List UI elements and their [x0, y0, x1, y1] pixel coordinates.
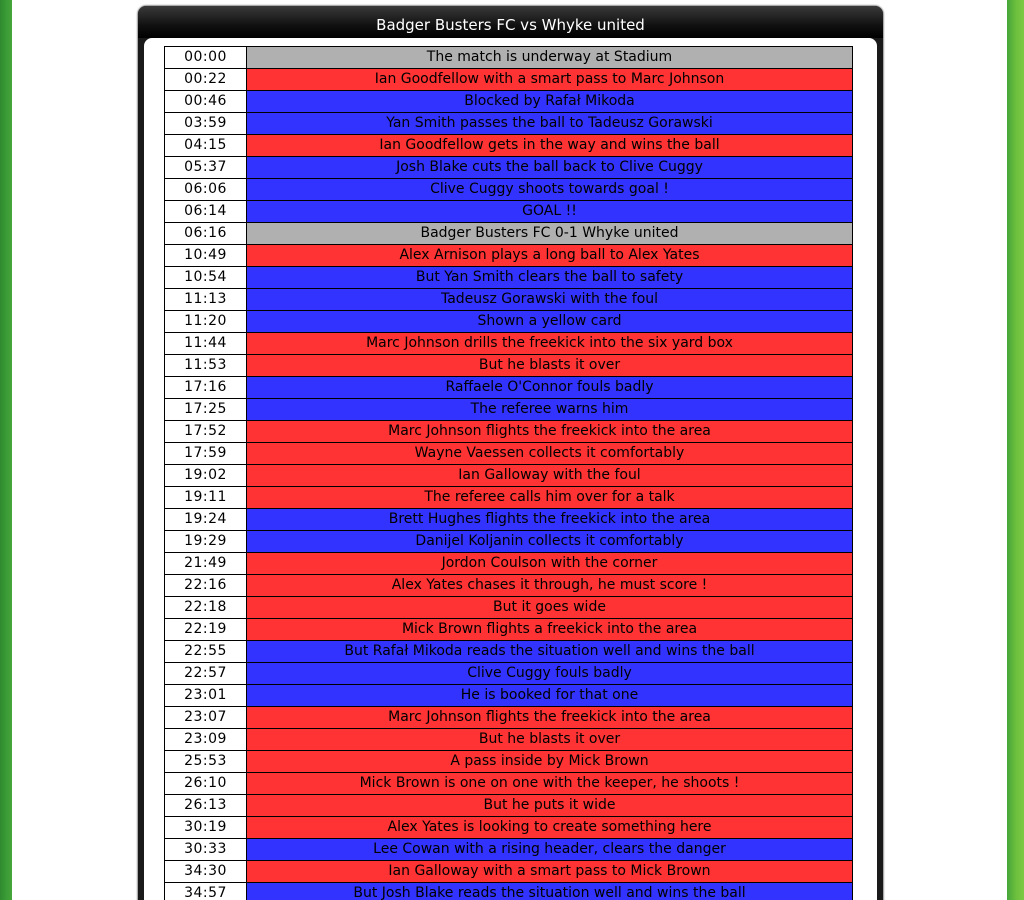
event-row-away — [165, 399, 853, 421]
event-text: Josh Blake cuts the ball back to Clive Cuggy — [247, 157, 853, 179]
event-text: Yan Smith passes the ball to Tadeusz Gorawski — [247, 113, 853, 135]
event-time: 25:53 — [165, 751, 247, 773]
event-row-home — [165, 245, 853, 267]
event-text: Marc Johnson flights the freekick into the area — [247, 707, 853, 729]
event-row-home — [165, 553, 853, 575]
event-row-home — [165, 729, 853, 751]
event-time: 23:07 — [165, 707, 247, 729]
event-time: 22:57 — [165, 663, 247, 685]
event-time: 00:00 — [165, 47, 247, 69]
event-row-home — [165, 619, 853, 641]
event-time: 23:09 — [165, 729, 247, 751]
event-time: 34:57 — [165, 883, 247, 900]
event-time: 22:18 — [165, 597, 247, 619]
event-time: 19:24 — [165, 509, 247, 531]
event-text: The referee calls him over for a talk — [247, 487, 853, 509]
event-text: Marc Johnson drills the freekick into the six yard box — [247, 333, 853, 355]
event-text: But he puts it wide — [247, 795, 853, 817]
event-row-home — [165, 135, 853, 157]
event-time: 10:54 — [165, 267, 247, 289]
event-row-home — [165, 773, 853, 795]
event-time: 11:13 — [165, 289, 247, 311]
event-text: Clive Cuggy shoots towards goal ! — [247, 179, 853, 201]
event-text: Badger Busters FC 0-1 Whyke united — [247, 223, 853, 245]
event-row-away — [165, 509, 853, 531]
event-time: 00:22 — [165, 69, 247, 91]
event-text: Lee Cowan with a rising header, clears the danger — [247, 839, 853, 861]
match-commentary-panel — [138, 6, 883, 900]
event-time: 00:46 — [165, 91, 247, 113]
event-row-home — [165, 817, 853, 839]
commentary-rows — [165, 47, 853, 900]
event-row-away — [165, 839, 853, 861]
event-row-home — [165, 751, 853, 773]
event-time: 19:02 — [165, 465, 247, 487]
event-text: Alex Arnison plays a long ball to Alex Yates — [247, 245, 853, 267]
event-text: Marc Johnson flights the freekick into the area — [247, 421, 853, 443]
event-text: Jordon Coulson with the corner — [247, 553, 853, 575]
event-row-away — [165, 91, 853, 113]
event-time: 04:15 — [165, 135, 247, 157]
event-text: But Yan Smith clears the ball to safety — [247, 267, 853, 289]
event-time: 11:44 — [165, 333, 247, 355]
event-text: But he blasts it over — [247, 729, 853, 751]
event-text: But it goes wide — [247, 597, 853, 619]
event-text: Blocked by Rafał Mikoda — [247, 91, 853, 113]
event-row-home — [165, 69, 853, 91]
event-text: But Rafał Mikoda reads the situation well and wins the ball — [247, 641, 853, 663]
event-text: Ian Goodfellow gets in the way and wins the ball — [247, 135, 853, 157]
event-time: 17:52 — [165, 421, 247, 443]
event-time: 21:49 — [165, 553, 247, 575]
event-time: 26:10 — [165, 773, 247, 795]
event-time: 11:53 — [165, 355, 247, 377]
event-row-home — [165, 575, 853, 597]
commentary-table — [164, 46, 853, 900]
event-time: 30:33 — [165, 839, 247, 861]
event-row-neutral — [165, 223, 853, 245]
event-text: He is booked for that one — [247, 685, 853, 707]
event-row-away — [165, 883, 853, 900]
event-row-home — [165, 465, 853, 487]
event-text: The match is underway at Stadium — [247, 47, 853, 69]
event-row-away — [165, 267, 853, 289]
event-text: Ian Galloway with a smart pass to Mick Brown — [247, 861, 853, 883]
event-row-away — [165, 289, 853, 311]
commentary-body — [144, 38, 877, 900]
event-row-home — [165, 443, 853, 465]
event-text: Wayne Vaessen collects it comfortably — [247, 443, 853, 465]
event-text: Ian Goodfellow with a smart pass to Marc Johnson — [247, 69, 853, 91]
event-time: 17:16 — [165, 377, 247, 399]
event-time: 22:55 — [165, 641, 247, 663]
event-row-away — [165, 179, 853, 201]
event-text: The referee warns him — [247, 399, 853, 421]
event-time: 17:25 — [165, 399, 247, 421]
event-time: 23:01 — [165, 685, 247, 707]
event-text: But he blasts it over — [247, 355, 853, 377]
event-time: 10:49 — [165, 245, 247, 267]
event-time: 22:19 — [165, 619, 247, 641]
event-row-home — [165, 421, 853, 443]
event-row-away — [165, 311, 853, 333]
event-row-away — [165, 641, 853, 663]
event-time: 26:13 — [165, 795, 247, 817]
event-time: 22:16 — [165, 575, 247, 597]
event-text: But Josh Blake reads the situation well and wins the ball — [247, 883, 853, 900]
event-text: Ian Galloway with the foul — [247, 465, 853, 487]
event-row-away — [165, 157, 853, 179]
event-time: 06:06 — [165, 179, 247, 201]
event-text: Shown a yellow card — [247, 311, 853, 333]
event-time: 30:19 — [165, 817, 247, 839]
event-row-away — [165, 201, 853, 223]
event-time: 34:30 — [165, 861, 247, 883]
event-time: 06:14 — [165, 201, 247, 223]
event-time: 11:20 — [165, 311, 247, 333]
event-text: Clive Cuggy fouls badly — [247, 663, 853, 685]
event-row-away — [165, 377, 853, 399]
event-text: Raffaele O'Connor fouls badly — [247, 377, 853, 399]
event-row-home — [165, 355, 853, 377]
event-time: 19:29 — [165, 531, 247, 553]
event-row-away — [165, 685, 853, 707]
event-text: Alex Yates chases it through, he must score ! — [247, 575, 853, 597]
event-text: Mick Brown flights a freekick into the area — [247, 619, 853, 641]
event-row-away — [165, 663, 853, 685]
event-text: GOAL !! — [247, 201, 853, 223]
event-row-away — [165, 113, 853, 135]
event-row-home — [165, 795, 853, 817]
event-text: Danijel Koljanin collects it comfortably — [247, 531, 853, 553]
event-row-home — [165, 487, 853, 509]
event-row-away — [165, 531, 853, 553]
event-time: 19:11 — [165, 487, 247, 509]
event-text: Mick Brown is one on one with the keeper, he shoots ! — [247, 773, 853, 795]
event-row-home — [165, 597, 853, 619]
event-text: Alex Yates is looking to create something here — [247, 817, 853, 839]
event-text: Tadeusz Gorawski with the foul — [247, 289, 853, 311]
event-row-home — [165, 861, 853, 883]
event-time: 17:59 — [165, 443, 247, 465]
event-row-home — [165, 707, 853, 729]
event-time: 03:59 — [165, 113, 247, 135]
event-time: 05:37 — [165, 157, 247, 179]
event-text: A pass inside by Mick Brown — [247, 751, 853, 773]
event-text: Brett Hughes flights the freekick into the area — [247, 509, 853, 531]
match-title: Badger Busters FC vs Whyke united — [138, 6, 883, 38]
event-row-neutral — [165, 47, 853, 69]
event-time: 06:16 — [165, 223, 247, 245]
event-row-home — [165, 333, 853, 355]
